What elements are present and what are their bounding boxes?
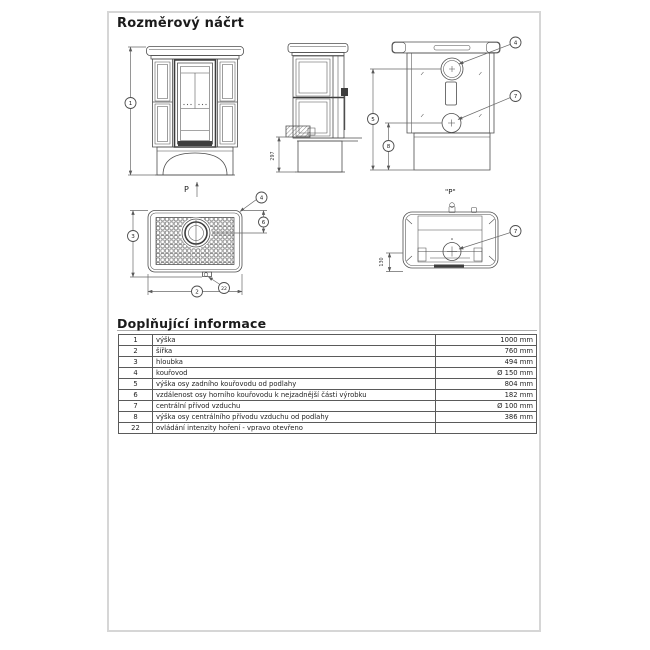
callout-air-bottom — [459, 226, 521, 250]
svg-text:130: 130 — [380, 257, 385, 267]
svg-text:2: 2 — [195, 289, 199, 296]
projection-label: P — [184, 185, 189, 194]
callout-burn-control — [209, 277, 230, 294]
top-view-drawing — [128, 182, 269, 297]
row-num: 5 — [119, 379, 153, 389]
row-num: 2 — [119, 346, 153, 356]
row-value: 1000 mm — [500, 336, 533, 344]
row-num: 22 — [119, 423, 153, 433]
table-row — [119, 390, 536, 401]
svg-text:7: 7 — [513, 229, 518, 235]
row-desc: centrální přívod vzduchu — [153, 401, 436, 411]
row-desc: hloubka — [153, 357, 436, 367]
svg-text:297: 297 — [271, 151, 276, 161]
svg-text:8: 8 — [386, 144, 391, 150]
callout-flue-top — [240, 192, 267, 212]
table-row — [119, 401, 536, 412]
row-num: 8 — [119, 412, 153, 422]
table-row — [119, 357, 536, 368]
row-desc: výška — [153, 335, 436, 345]
table-row — [119, 379, 536, 390]
row-desc: šířka — [153, 346, 436, 356]
table-row — [119, 423, 536, 433]
row-value: 804 mm — [504, 380, 533, 388]
row-num: 6 — [119, 390, 153, 400]
bottom-view-drawing — [379, 188, 521, 272]
table-row — [119, 412, 536, 423]
dim-air-height — [383, 123, 442, 170]
row-desc: ovládání intenzity hoření - vpravo otevřeno — [153, 423, 436, 433]
table-row — [119, 335, 536, 346]
row-num: 7 — [119, 401, 153, 411]
row-value: Ø 150 mm — [497, 369, 533, 377]
row-value: 494 mm — [504, 358, 533, 366]
rear-view-drawing — [368, 37, 522, 170]
row-desc: výška osy zadního kouřovodu od podlahy — [153, 379, 436, 389]
table-row — [119, 368, 536, 379]
svg-text:22: 22 — [221, 287, 227, 292]
info-table — [118, 334, 537, 434]
row-num: 1 — [119, 335, 153, 345]
front-view-drawing — [125, 47, 244, 176]
page-title: Rozměrový náčrt — [117, 16, 245, 31]
row-desc: vzdálenost osy horního kouřovodu k nejzadnější části výrobku — [153, 390, 436, 400]
svg-text:4: 4 — [513, 40, 518, 47]
callout-flue-rear — [459, 37, 521, 64]
stove-handle — [286, 126, 310, 137]
row-value: 386 mm — [504, 413, 533, 421]
row-num: 3 — [119, 357, 153, 367]
row-num: 4 — [119, 368, 153, 378]
dim-flue-height — [368, 69, 442, 170]
dim-297 — [270, 137, 296, 172]
table-row — [119, 346, 536, 357]
svg-text:7: 7 — [513, 94, 518, 100]
row-value: 760 mm — [504, 347, 533, 355]
svg-text:1: 1 — [128, 101, 133, 107]
row-value: 182 mm — [504, 391, 533, 399]
dim-130 — [379, 253, 403, 272]
row-desc: kouřovod — [153, 368, 436, 378]
bottom-view-label: "P" — [445, 188, 456, 196]
svg-text:5: 5 — [371, 117, 375, 123]
svg-text:3: 3 — [131, 234, 135, 240]
row-desc: výška osy centrálního přívodu vzduchu od podlahy — [153, 412, 436, 422]
section-title: Doplňující informace — [117, 316, 267, 331]
row-value — [436, 423, 536, 433]
info-table-body — [119, 335, 536, 433]
row-value: Ø 100 mm — [497, 402, 533, 410]
svg-text:6: 6 — [261, 220, 266, 226]
svg-text:4: 4 — [259, 195, 264, 202]
side-view-drawing — [270, 44, 362, 173]
